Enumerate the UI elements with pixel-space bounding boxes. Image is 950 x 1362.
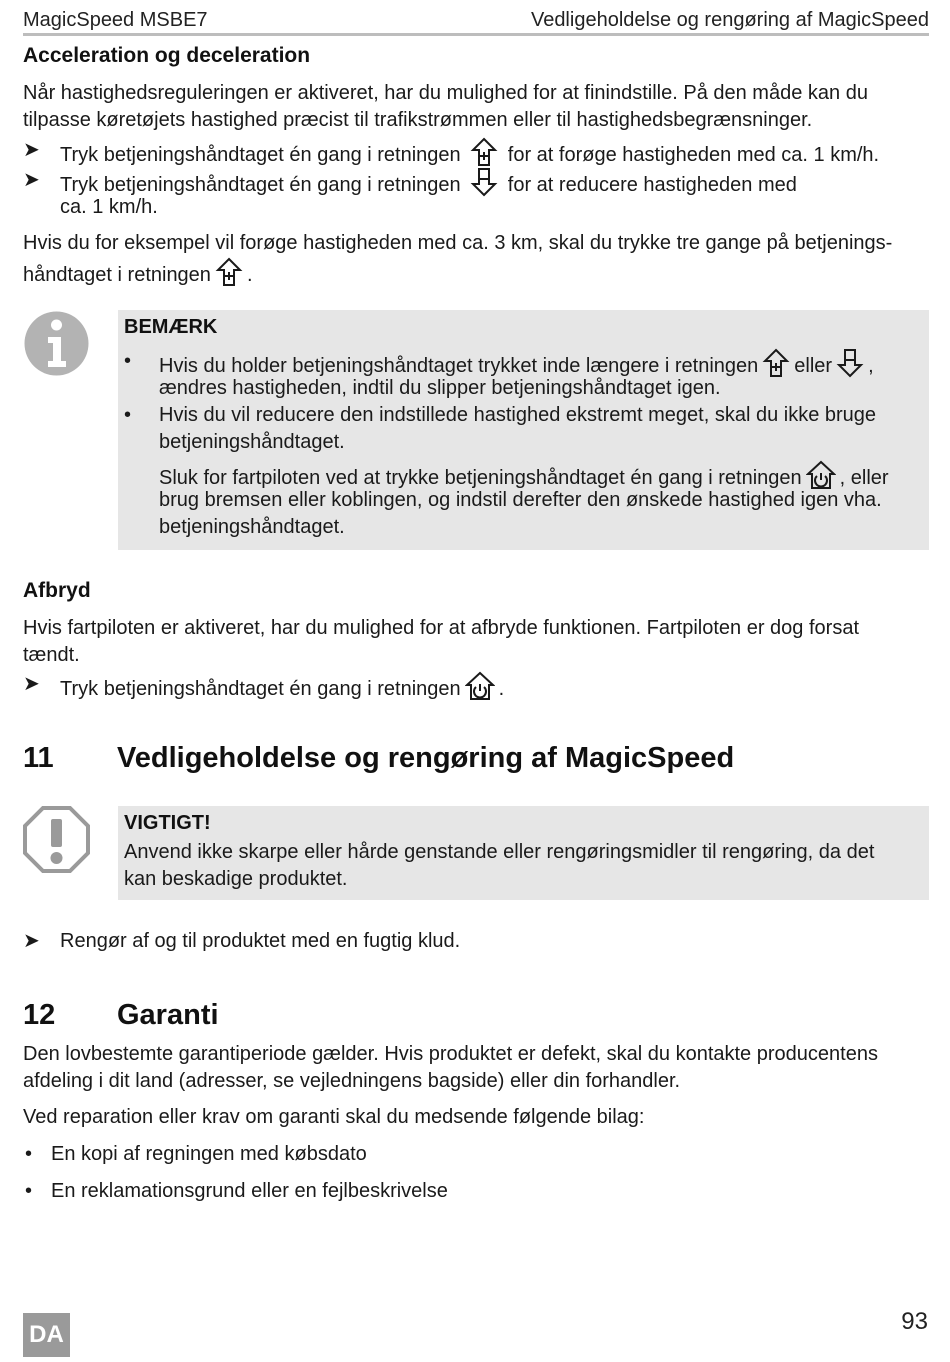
power-off-arrow-icon <box>465 671 495 701</box>
section-11-title: Vedligeholdelse og rengøring af MagicSpeed <box>117 742 735 774</box>
page-header <box>23 6 929 36</box>
section-12-heading <box>23 999 933 1035</box>
afbryd-step-post: . <box>498 678 505 700</box>
plus-up-arrow-icon <box>470 137 498 167</box>
warning-line2: kan beskadige produktet. <box>124 868 348 890</box>
accel-heading: Acceleration og deceleration <box>23 44 311 67</box>
garanti-para1-line1: Den lovbestemte garantiperiode gælder. Hvis produktet er defekt, skal du kontakte producentens <box>23 1043 878 1065</box>
garanti-bullet-1-text: En kopi af regningen med købsdato <box>51 1143 367 1165</box>
bullet-dot: • <box>25 1143 33 1165</box>
b1-line2: ændres hastigheden, indtil du slipper betjeningshåndtaget igen. <box>159 377 721 399</box>
garanti-bullet-2 <box>23 1178 923 1205</box>
language-badge: DA <box>23 1313 70 1357</box>
section-12-number: 12 <box>23 999 56 1031</box>
afbryd-para-line1: Hvis fartpiloten er aktiveret, har du mulighed for at afbryde funktionen. Fartpiloten er dog forsat <box>23 617 859 639</box>
note-bullet-1 <box>124 348 924 402</box>
accel-step-2 <box>23 167 933 221</box>
warning-octagon-icon <box>23 806 90 873</box>
warning-line1: Anvend ikke skarpe eller hårde genstande eller rengøringsmidler til rengøring, da det <box>124 841 875 863</box>
afbryd-para-line2: tændt. <box>23 644 80 666</box>
step-arrow-icon: ➤ <box>23 139 40 161</box>
garanti-para1-line2: afdeling i dit land (adresser, se vejledningens bagside) eller din forhandler. <box>23 1070 681 1092</box>
example-line1: Hvis du for eksempel vil forøge hastigheden med ca. 3 km, skal du trykke tre gange på betjenings- <box>23 232 893 254</box>
note-bullet-2 <box>124 402 924 547</box>
warning-text <box>124 839 924 893</box>
accel-step-1 <box>23 137 933 164</box>
garanti-bullet-1 <box>23 1141 923 1168</box>
b2-line2: betjeningshåndtaget. <box>159 431 345 453</box>
step2-text-line2: ca. 1 km/h. <box>60 196 158 218</box>
garanti-paragraph-1 <box>23 1041 933 1095</box>
b1-text-pre: Hvis du holder betjeningshåndtaget trykket inde længere i retningen <box>159 355 759 377</box>
b2-line3-post: , eller <box>839 467 889 489</box>
note-box <box>118 310 929 550</box>
step2-text-pre: Tryk betjeningshåndtaget én gang i retningen <box>60 174 461 196</box>
plus-up-arrow-icon <box>762 348 790 378</box>
step-arrow-icon: ➤ <box>23 169 40 191</box>
section-11-step-text: Rengør af og til produktet med en fugtig klud. <box>60 930 461 952</box>
section-11-heading <box>23 742 933 778</box>
plus-up-arrow-icon <box>215 257 243 287</box>
section-11-number: 11 <box>23 742 54 774</box>
example-line2-post: . <box>246 264 253 286</box>
b2-line3-pre: Sluk for fartpiloten ved at trykke betjeningshåndtaget én gang i retningen <box>159 467 802 489</box>
header-product: MagicSpeed MSBE7 <box>23 9 208 31</box>
b2-line5: betjeningshåndtaget. <box>159 516 345 538</box>
step-arrow-icon: ➤ <box>23 673 40 695</box>
warning-box <box>118 806 929 900</box>
b1-text-mid: eller <box>794 355 833 377</box>
accel-para-line2: tilpasse køretøjets hastighed præcist til trafikstrømmen eller til hastighedsbegrænsninger. <box>23 109 813 131</box>
header-chapter: Vedligeholdelse og rengøring af MagicSpeed <box>530 9 929 31</box>
bullet-dot: • <box>124 350 132 372</box>
info-icon <box>23 310 90 377</box>
minus-down-arrow-icon <box>836 348 864 378</box>
step1-text-pre: Tryk betjeningshåndtaget én gang i retningen <box>60 144 461 166</box>
afbryd-step <box>23 671 933 701</box>
b2-line1: Hvis du vil reducere den indstillede hastighed ekstremt meget, skal du ikke bruge <box>159 404 877 426</box>
note-title: BEMÆRK <box>124 316 218 338</box>
section-12-title: Garanti <box>117 999 219 1031</box>
warning-title: VIGTIGT! <box>124 812 211 834</box>
garanti-bullet-2-text: En reklamationsgrund eller en fejlbeskrivelse <box>51 1180 448 1202</box>
minus-down-arrow-icon <box>470 167 498 197</box>
afbryd-step-pre: Tryk betjeningshåndtaget én gang i retningen <box>60 678 461 700</box>
b2-line4: brug bremsen eller koblingen, og indstil derefter den ønskede hastighed igen vha. <box>159 489 882 511</box>
accel-example <box>23 230 933 289</box>
step-arrow-icon: ➤ <box>23 930 40 952</box>
section-11-step <box>23 928 933 955</box>
bullet-dot: • <box>124 404 132 426</box>
power-off-arrow-icon <box>806 460 836 490</box>
afbryd-paragraph <box>23 615 933 669</box>
step2-text-post: for at reducere hastigheden med <box>507 174 797 196</box>
step1-text-post: for at forøge hastigheden med ca. 1 km/h. <box>507 144 880 166</box>
garanti-paragraph-2: Ved reparation eller krav om garanti skal du medsende følgende bilag: <box>23 1106 645 1128</box>
accel-paragraph <box>23 80 933 134</box>
afbryd-heading: Afbryd <box>23 579 91 602</box>
page-number: 93 <box>901 1308 928 1335</box>
example-line2-pre: håndtaget i retningen <box>23 264 211 286</box>
accel-para-line1: Når hastighedsreguleringen er aktiveret, har du mulighed for at finindstille. På den måde kan du <box>23 82 868 104</box>
b1-text-post: , <box>868 355 874 377</box>
bullet-dot: • <box>25 1180 33 1202</box>
